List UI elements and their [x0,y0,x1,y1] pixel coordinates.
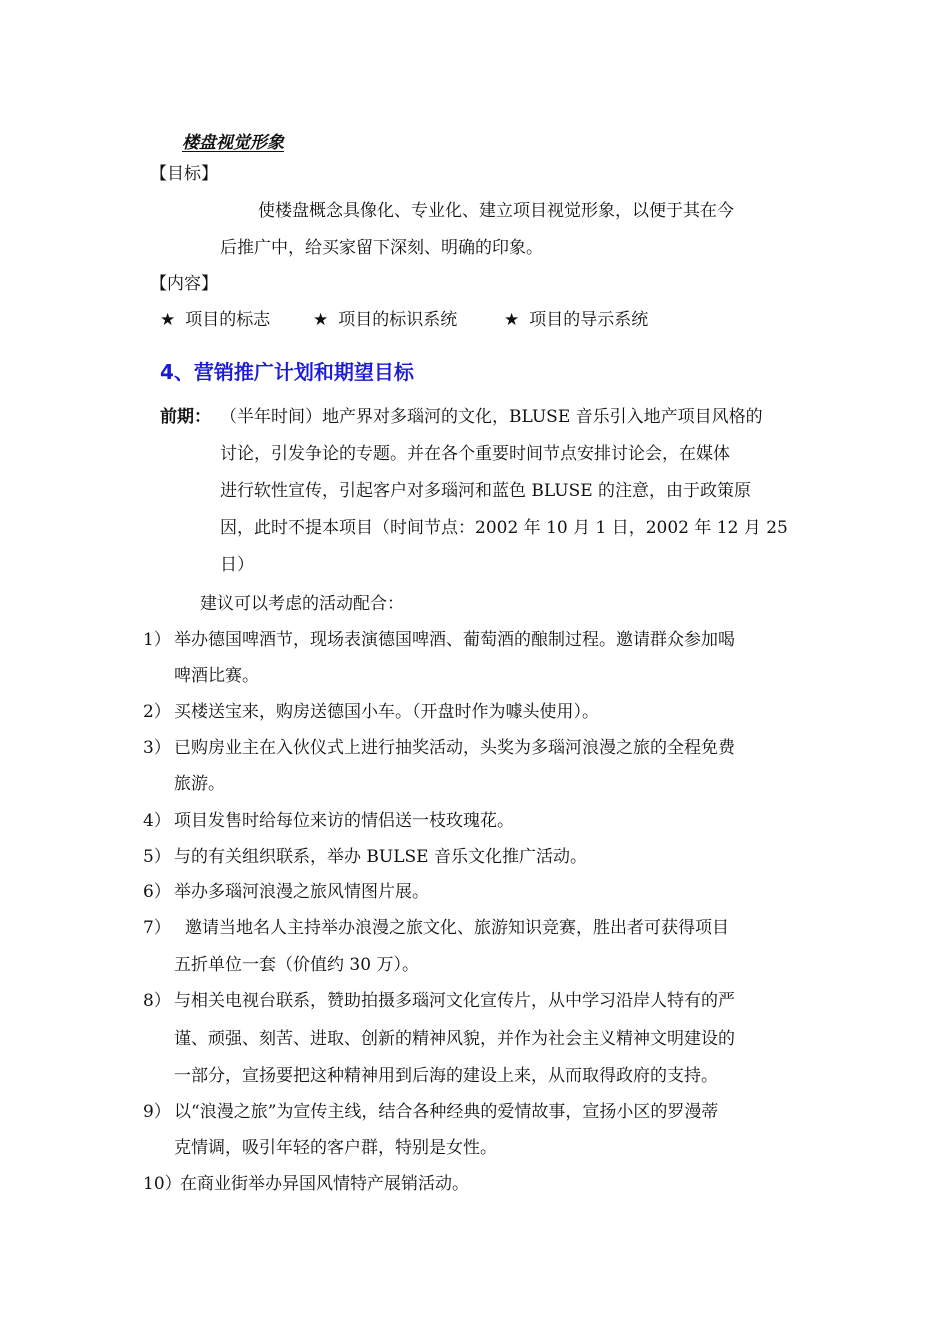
list-item: 举办德国啤酒节，现场表演德国啤酒、葡萄酒的酿制过程。邀请群众参加喝 [174,630,735,650]
early-stage-line: 进行软性宣传，引起客户对多瑙河和蓝色 BLUSE 的注意，由于政策原 [220,481,752,501]
list-item-number: 7） [143,918,171,938]
goal-text-line: 使楼盘概念具像化、专业化、建立项目视觉形象，以便于其在今 [258,201,734,221]
content-item [160,310,270,330]
content-item-label: 项目的标志 [185,310,271,330]
star-icon: ★ [160,310,176,330]
early-stage-label: 前期： [160,407,211,427]
list-item: 与相关电视台联系，赞助拍摄多瑙河文化宣传片，从中学习沿岸人特有的严 [174,991,735,1011]
list-item: 克情调，吸引年轻的客户群，特别是女性。 [174,1138,497,1158]
list-item: 啤酒比赛。 [174,666,259,686]
list-item-number: 8） [143,991,171,1011]
early-stage-line: （半年时间）地产界对多瑙河的文化，BLUSE 音乐引入地产项目风格的 [220,407,763,427]
list-item-number: 6） [143,882,171,902]
early-stage-line: 日） [220,555,254,575]
list-item: 举办多瑙河浪漫之旅风情图片展。 [174,882,429,902]
list-item: 与的有关组织联系，举办 BULSE 音乐文化推广活动。 [174,847,587,867]
early-stage-line: 讨论，引发争论的专题。并在各个重要时间节点安排讨论会，在媒体 [220,444,730,464]
star-icon: ★ [504,310,520,330]
list-item: 买楼送宝来，购房送德国小车。（开盘时作为噱头使用）。 [174,702,599,722]
section-title: 楼盘视觉形象 [182,133,284,153]
content-item [504,310,648,330]
list-item-number: 3） [143,738,171,758]
star-icon: ★ [313,310,329,330]
list-item-number: 4） [143,811,171,831]
section-heading: 4、营销推广计划和期望目标 [160,360,414,384]
list-item-number: 9） [143,1102,171,1122]
content-item-label: 项目的导示系统 [529,310,649,330]
goal-text-line: 后推广中，给买家留下深刻、明确的印象。 [220,238,543,258]
list-item: 旅游。 [174,774,225,794]
list-item: 谨、顽强、刻苦、进取、创新的精神风貌，并作为社会主义精神文明建设的 [174,1029,735,1049]
list-item: 五折单位一套（价值约 30 万）。 [174,955,419,975]
content-item-label: 项目的标识系统 [338,310,458,330]
list-item: 邀请当地名人主持举办浪漫之旅文化、旅游知识竞赛，胜出者可获得项目 [185,918,729,938]
early-stage-line: 因，此时不提本项目（时间节点：2002 年 10 月 1 日，2002 年 12 月 25 [220,518,788,538]
list-item: 已购房业主在入伙仪式上进行抽奖活动，头奖为多瑙河浪漫之旅的全程免费 [174,738,735,758]
list-item: 项目发售时给每位来访的情侣送一枝玫瑰花。 [174,811,514,831]
list-item: 在商业街举办异国风情特产展销活动。 [180,1174,469,1194]
list-item-number: 5） [143,847,171,867]
suggest-intro: 建议可以考虑的活动配合： [200,594,404,614]
list-item-number: 10） [143,1174,182,1194]
goal-label: 【目标】 [150,164,218,184]
list-item-number: 1） [143,630,171,650]
list-item: 一部分，宣扬要把这种精神用到后海的建设上来，从而取得政府的支持。 [174,1066,718,1086]
list-item: 以“浪漫之旅”为宣传主线，结合各种经典的爱情故事，宣扬小区的罗漫蒂 [174,1102,719,1122]
content-item [313,310,457,330]
list-item-number: 2） [143,702,171,722]
content-label: 【内容】 [150,274,218,294]
